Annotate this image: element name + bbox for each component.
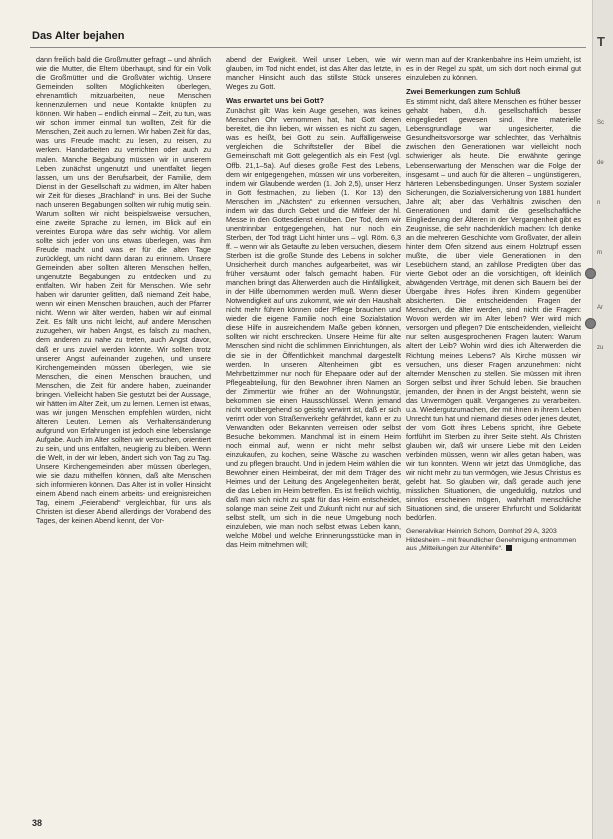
section-heading-expectation: Was erwartet uns bei Gott? [226,96,325,106]
column-1 [36,55,211,825]
edge-text-fragment: m [597,250,602,256]
edge-text-fragment: de [597,160,604,166]
author-note-text: Generalvikar Heinrich Schorn, Domhof 29 A, 3203 Hildesheim – mit freundlicher Genehmigung entnommen aus „Mitteilungen zur Altenhilfe“. [406,528,577,553]
column-2 [226,55,401,825]
adjacent-page-edge [592,0,613,839]
end-mark-icon [506,545,512,551]
edge-logo: T [597,34,605,49]
edge-text-fragment: zu [597,345,604,351]
column-2-intro: abend der Ewigkeit. Weil unser Leben, wie wir glauben, im Tod nicht endet, ist das Alter das letzte, in mancher Hinsicht auch das stillste Stück unseres Weges zu Gott. [226,55,401,92]
column-2-text: Zunächst gilt: Was kein Auge gesehen, was keines Menschen Ohr vernommen hat, hat Gott denen bereitet, die ihn lieben, wir wissen es nicht zu sagen, was es heißt, bei Gott zu sein. Auffälligerweise vergleichen die Schriftsteller der Bibel die Gemeinschaft mit Gott gelegentlich als ein Fest (vgl. Offb. 21,1–5a). Auf dieses große Fest des Lebens, dem wir entgegengehen, müssen wir uns vorbereiten, indem wir Glaubende werden (1. Joh 2,5), unser Herz in Gott festmachen, zu lieben (1. Kor 13) den Menschen im „Nächsten“ zu erkennen versuchen, indem wir das durch Gebet und die Mitfeier der hl. Messe in den Gottesdienst einüben. Der Tod, dem wir unentrinnbar entgegengehen, hat nur noch ein Sterben, der Tod trägt Licht hinter uns – vgl. Röm. 6,3 ff. – wenn wir als Getaufte zu leben versuchen, diesem Sterben ist die große Stunde des Lebens in solcher Unsicherheit durch manches aufgearbeitet, was wir früher versäumt oder falsch gemacht haben. Für manchen bringt das Älterwerden auch die Hinfälligkeit, in der Hilfe übernommen werden muß. Wenn dieser Notwendigkeit auf uns zukommt, wie wir den Haushalt nicht mehr führen können oder Pflege brauchen und wieder die eigene Familie noch eine Sozialstation diese Hilfe in ausreichendem Maße geben können, sollten wir nicht erschrecken. Unsere Heime für alte Menschen sind nicht die schlimmen Einrichtungen, als die sie in der Öffentlichkeit manchmal dargestellt werden. In unseren Altenheimen gibt es Mehrbettzimmer nur noch für Ehepaare oder auf der Pflegeabteilung, für den Bewohner ihren Namen an der Zimmertür wie früher an der Wohnungstür, bekommen sie einen Hausschlüssel. Wenn jemand nicht vorübergehend so geistig verwirrt ist, daß er sich verirrt oder von Straßenverkehr gefährdet, kann er zu Verwandten oder Bekannten verreisen oder selbst Besuche bekommen. Manchmal ist in einem Heim noch einmal auf, wenn er nicht mehr selbst einzukaufen, zu kochen, seine Wäsche zu waschen und zu pflegen braucht. Und in jedem Heim wählen die Bewohner einen Heimbeirat, der mit dem Träger des Heimes und der Leitung des Angelegenheiten berät, die das Leben im Heim betreffen. Es ist freilich wichtig, daß man sich nicht zu spät für das Heim entscheidet, solange man seine Zeit und Zukunft nicht nur auf sich selbst stellt, um sich in die neue Umgebung noch einzuleben, wie man noch selbst etwas Leben kann, welche Möbel und welche Erinnerungsstücke man in das Heim mitnehmen will; [226,106,401,550]
binder-clip-icon [585,268,596,279]
page-title: Das Alter bejahen [32,30,125,42]
header-rule [30,47,586,48]
binder-clip-icon [585,318,596,329]
column-1-text: dann freilich bald die Großmutter gefragt – und ähnlich wie die Mutter, die Eltern überhaupt, sind für ein Volk die Großmütter und die Großväter wichtig. Unsere Gemeinden sollten Möglichkeiten überlegen, ehrenamtlich mitzuarbeiten, neue Menschen kennenzulernen und neue Kontakte knüpfen zu können. Wir haben – endlich einmal – Zeit, zu tun, was wir schon immer einmal tun wollten, Zeit für die Menschen, Zeit auch zu lernen. Wir haben Zeit für das, was uns Freude macht: zu lesen, zu reisen, zu werken. Handarbeiten zu verrichten oder auch zu malen. Manche Begabung müssen wir in unserem Leben zunächst ungenutzt und unentfaltet liegen lassen, um uns der Berufsarbeit, der Familie, dem Dienst in der Gesellschaft zu widmen, im Alter haben wir Zeit für dieses „Brachland“ in uns. Bei der Suche nach unseren Begabungen sollten wir ruhig mutig sein. Warum sollten wir nicht beispielsweise versuchen, eine zweite Sprache zu lernen, im Blick auf ein vereintes Europa wäre das sehr wichtig. Vor allem sollte sich jeder von uns etwas überlegen, was ihm Freude macht und was er für die alten Tage zurücklegt, um nicht dann daran zu erinnern. Unsere Gemeinden aber sollten älteren Menschen helfen, ungenutzte Begabungen zu entdecken und zu entfalten. Wir haben Zeit für Menschen. Wie sehr haben wir darunter gelitten, daß niemand Zeit habe, wenn wir einen Menschen brauchen, auch der Pfarrer nicht. Wenn wir älter werden, haben wir auf einmal Zeit. Es fällt uns nicht leicht, auf andere Menschen zuzugehen, wir haben Angst, es falsch zu machen, dem anderen zu nahe zu treten, auch Angst davor, daß er uns zuviel werden könnte. Wir sollten trotz unserer Angst aufeinander zugehen, und unsere Kirchengemeinden müssen überlegen, wie sie Menschen, die einen Menschen brauchen, und Menschen, die Zeit für andere haben, zueinander bringen. Vielleicht haben Sie gestutzt bei der Aussage, wir hätten im Alter Zeit, um zu lernen. Lernen ist etwas, was wir jungen Menschen empfehlen würden, nicht älteren Leuten. Lernen als Verhaltensänderung aufgrund von Erfahrungen ist jedoch eine lebenslange Aufgabe. Auch im Alter sollten wir versuchen, orientiert zu sein, und uns entfalten, neugierig zu bleiben. Wenn die Welt, in der wir leben, ändert sich von Tag zu Tag. Unsere Kirchengemeinden aber müssen überlegen, wie sie dazu mithelfen können, daß alte Menschen sich informieren können. Das Alter ist in voller Hinsicht einem Abend nach einem arbeits- und ereignisreichen Tag, einem „Feierabend“ vergleichbar, für uns als Christen ist dieser Abend allerdings der Vorabend des Tages, der keinen Abend kennt, der Vor- [36,55,211,526]
edge-text-fragment: Ar [597,305,603,311]
column-3 [406,55,581,825]
section-heading-conclusion: Zwei Bemerkungen zum Schluß [406,87,521,97]
author-note [406,528,581,553]
edge-text-fragment: n [597,200,601,206]
edge-text-fragment: Sc [597,120,605,126]
column-3-intro: wenn man auf der Krankenbahre ins Heim umzieht, ist es in der Regel zu spät, um sich dort noch einmal gut einzuleben zu können. [406,55,581,83]
column-3-text: Es stimmt nicht, daß ältere Menschen es früher besser gehabt haben, d.h. gesellschaftlich besser eingegliedert gewesen sind. Ihre materielle Lebensgrundlage war ungesicherter, die Gesundheitsvorsorge war schlechter, das Verhältnis zwischen den Generationen war vielleicht noch schwieriger als heute. Die erwähnte geringe Lebenserwartung der Menschen war die Folge der insgesamt – und auch für die älteren – ungünstigeren, härteren Lebensbedingungen. Unser System sozialer Sicherungen, die Sozialversicherung von 1881 hundert Jahre alt; aber das Verhältnis zwischen den Generationen und damit die gesellschaftliche Eingliederung der Älteren in der Vergangenheit gibt es Zeugnisse, die sehr nachdenklich machen: Ich denke an die mehreren Geschichte vom Großvater, der allein hinter dem Ofen sitzend aus einem Holztrupf essen mußte, die über viele Generationen in den Lesebüchern stand, an zahllose Predigten über das vierte Gebot oder an die vorsichtigen, oft kleinlich abwägenden Verträge, mit denen sich Bauern bei der Übergabe ihres Hofes ihren Kindern gegenüber absicherten. Die entscheidenden Fragen der Menschen, die älter werden, sind nicht die Fragen: Wovon werden wir im Alter leben? Wer wird mich versorgen und pflegen? Die entscheidenden, vielleicht nur selten ausgesprochenen Fragen lauten: Warum altert der Leib? Wohin wird dies ich Älterwerden die Richtung meines Lebens? Als Kirche müssen wir versuchen, uns dieser Fragen anzunehmen: nicht alternder Menschen zu stellen. Sie müssen mit ihren Sorgen selbst und ihrer Schuld leben. Sie brauchen jemanden, der ihnen in der Angst beisteht, wenn sie das Unvermögen quält. Vergangenes zu verarbeiten. u.a. Wiedergutzumachen, der mit ihnen in ihrem Leben Unrecht tun hat und niemand dieses oder jenes deutet, der vom Gott ihres Lebens spricht, ihre Gebete fortführt im Sterben zu ihrer Seite steht. Als Christen glauben wir, daß wir unsere Liebe mit den Leiden verbinden müssen, wenn wir alles getan haben, was wir tun konnten. Wenn wir jetzt das Unmögliche, das wir nicht mehr zu tun vermögen, wie Jesus Christus es gelebt hat. So glauben wir, daß gerade auch jene misslichen Situationen, die ungeduldig, nutzlos und sinnlos erscheinen mögen, wahrhaft menschliche Situationen sind, die unserer Ehrfurcht und Solidarität bedürfen. [406,97,581,523]
page-number: 38 [32,818,43,828]
